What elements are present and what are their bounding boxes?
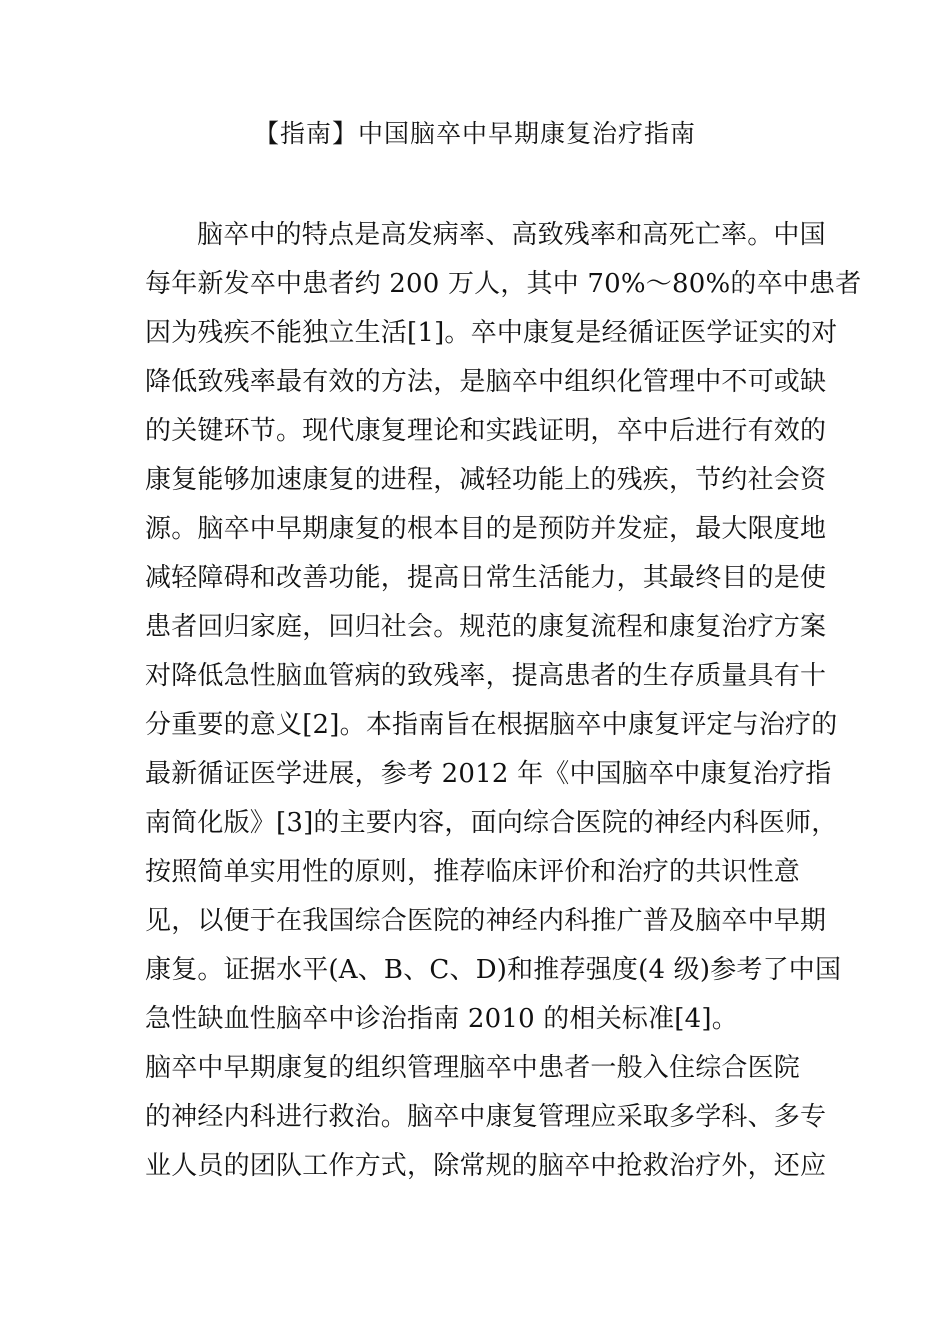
paragraph-line: 患者回归家庭，回归社会。规范的康复流程和康复治疗方案 [145,612,827,642]
paragraph-line: 脑卒中的特点是高发病率、高致残率和高死亡率。中国 [197,220,826,250]
paragraph-line: 源。脑卒中早期康复的根本目的是预防并发症，最大限度地 [145,514,827,544]
paragraph-line: 按照简单实用性的原则，推荐临床评价和治疗的共识性意 [145,857,801,887]
paragraph-line: 减轻障碍和改善功能，提高日常生活能力，其最终目的是使 [145,563,827,593]
paragraph-line: 康复。证据水平(A、B、C、D)和推荐强度(4 级)参考了中国 [145,955,842,985]
paragraph-line: 急性缺血性脑卒中诊治指南 2010 的相关标准[4]。 [145,1004,738,1034]
paragraph-line: 每年新发卒中患者约 200 万人，其中 70%～80%的卒中患者 [145,269,862,299]
paragraph-line: 脑卒中早期康复的组织管理脑卒中患者一般入住综合医院 [145,1053,801,1083]
paragraph-line: 对降低急性脑血管病的致残率，提高患者的生存质量具有十 [145,661,827,691]
document-body [145,215,862,1195]
paragraph-line: 的神经内科进行救治。脑卒中康复管理应采取多学科、多专 [145,1102,827,1132]
paragraph-line: 分重要的意义[2]。本指南旨在根据脑卒中康复评定与治疗的 [145,710,838,740]
document-title: 【指南】中国脑卒中早期康复治疗指南 [253,119,696,148]
paragraph-line: 最新循证医学进展，参考 2012 年《中国脑卒中康复治疗指 [145,759,832,789]
paragraph-line: 因为残疾不能独立生活[1]。卒中康复是经循证医学证实的对 [145,318,838,348]
paragraph-line: 业人员的团队工作方式，除常规的脑卒中抢救治疗外，还应 [145,1151,827,1181]
paragraph-line: 见，以便于在我国综合医院的神经内科推广普及脑卒中早期 [145,906,827,936]
paragraph-line: 康复能够加速康复的进程，减轻功能上的残疾，节约社会资 [145,465,827,495]
paragraph-line: 降低致残率最有效的方法，是脑卒中组织化管理中不可或缺 [145,367,827,397]
paragraph-line: 南简化版》[3]的主要内容，面向综合医院的神经内科医师， [145,808,838,838]
paragraph-line: 的关键环节。现代康复理论和实践证明，卒中后进行有效的 [145,416,827,446]
